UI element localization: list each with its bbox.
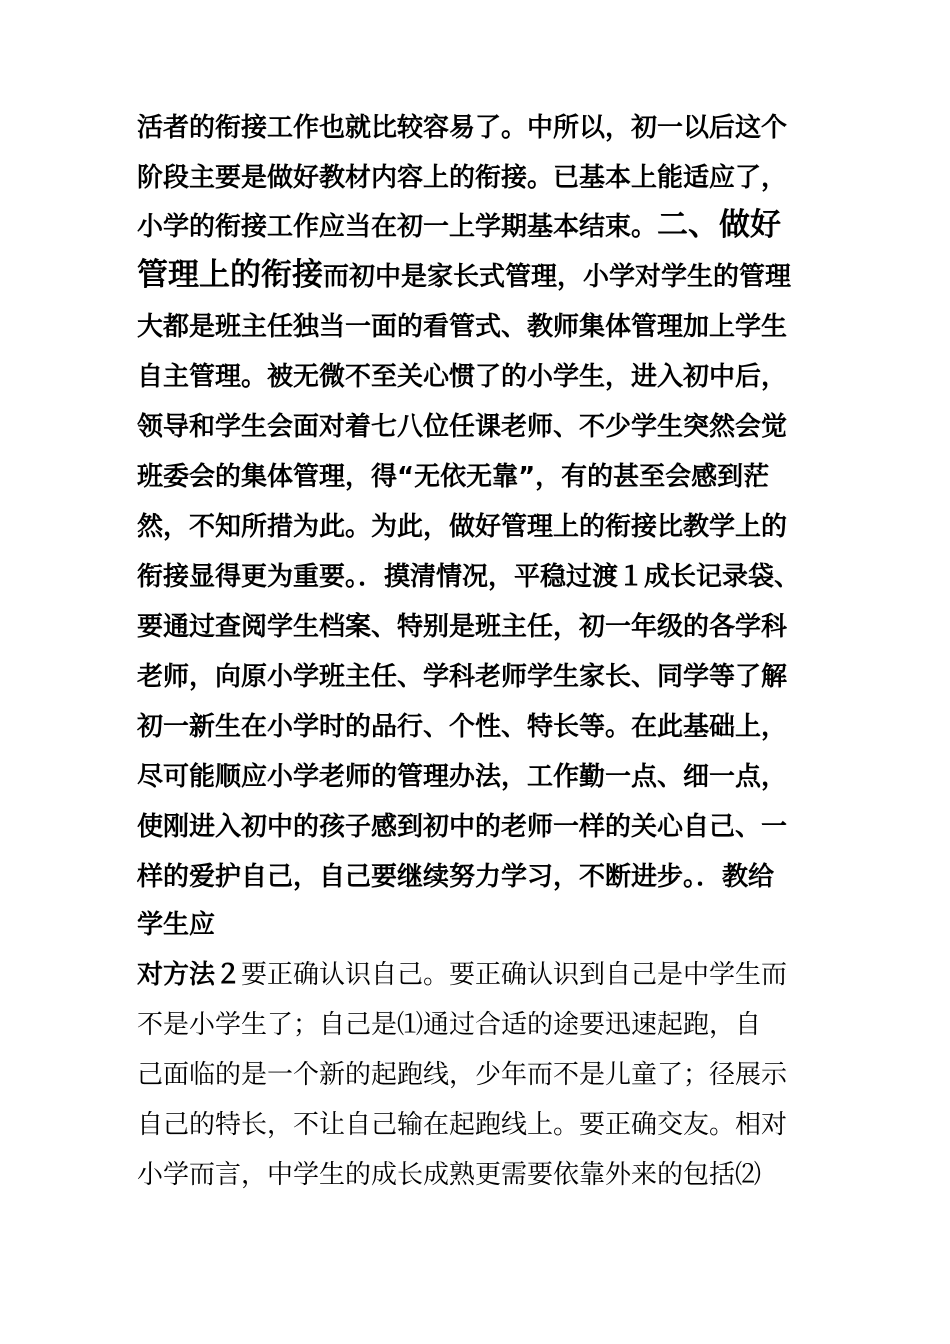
text-line-14: 尽可能顺应小学老师的管理办法，工作勤一点、细一点， [137, 762, 788, 792]
section-heading-2-start: 二、做好 [657, 207, 782, 243]
text-line-18-part-1: 对方法２ [137, 960, 242, 990]
text-line-20: 己面临的是一个新的起跑线，少年而不是儿童了；径展示 [137, 1060, 788, 1090]
text-line-5: 大都是班主任独当一面的看管式、教师集体管理加上学生 [137, 312, 788, 342]
text-line-18-part-2: 要正确认识自己。要正确认识到自己是中学生而 [241, 960, 788, 990]
text-line-13: 初一新生在小学时的品行、个性、特长等。在此基础上， [137, 712, 788, 742]
text-line-4 [137, 258, 837, 294]
text-line-1: 活者的衔接工作也就比较容易了。中所以，初一以后这个 [137, 113, 788, 143]
text-line-2: 阶段主要是做好教材内容上的衔接。已基本上能适应了， [137, 163, 788, 193]
text-line-22: 小学而言，中学生的成长成熟更需要依靠外来的包括⑵ [137, 1160, 762, 1190]
text-line-6: 自主管理。被无微不至关心惯了的小学生，进入初中后， [137, 362, 788, 392]
text-line-16: 样的爱护自己，自己要继续努力学习，不断进步。．教给 [137, 862, 775, 892]
text-line-3 [137, 208, 837, 244]
text-line-15: 使刚进入初中的孩子感到初中的老师一样的关心自己、一 [137, 812, 788, 842]
text-line-3-part-1: 小学的衔接工作应当在初一上学期基本结束。 [137, 212, 658, 242]
text-line-7: 领导和学生会面对着七八位任课老师、不少学生突然会觉 [137, 412, 788, 442]
text-line-8: 班委会的集体管理，得“无依无靠”，有的甚至会感到茫 [137, 462, 770, 492]
text-line-4-part-2: 而初中是家长式管理，小学对学生的管理 [323, 262, 792, 292]
text-line-19: 不是小学生了；自己是⑴通过合适的途要迅速起跑，自 [137, 1010, 762, 1040]
text-line-18 [137, 958, 837, 992]
text-line-10: 衔接显得更为重要。．摸清情况，平稳过渡１成长记录袋、 [137, 562, 801, 592]
text-line-12: 老师，向原小学班主任、学科老师学生家长、同学等了解 [137, 662, 788, 692]
text-line-11: 要通过查阅学生档案、特别是班主任，初一年级的各学科 [137, 612, 788, 642]
text-line-9: 然，不知所措为此。为此，做好管理上的衔接比教学上的 [137, 512, 788, 542]
section-heading-2-end: 管理上的衔接 [137, 257, 323, 293]
text-line-21: 自己的特长，不让自己输在起跑线上。要正确交友。相对 [137, 1110, 788, 1140]
text-line-17: 学生应 [137, 910, 216, 940]
